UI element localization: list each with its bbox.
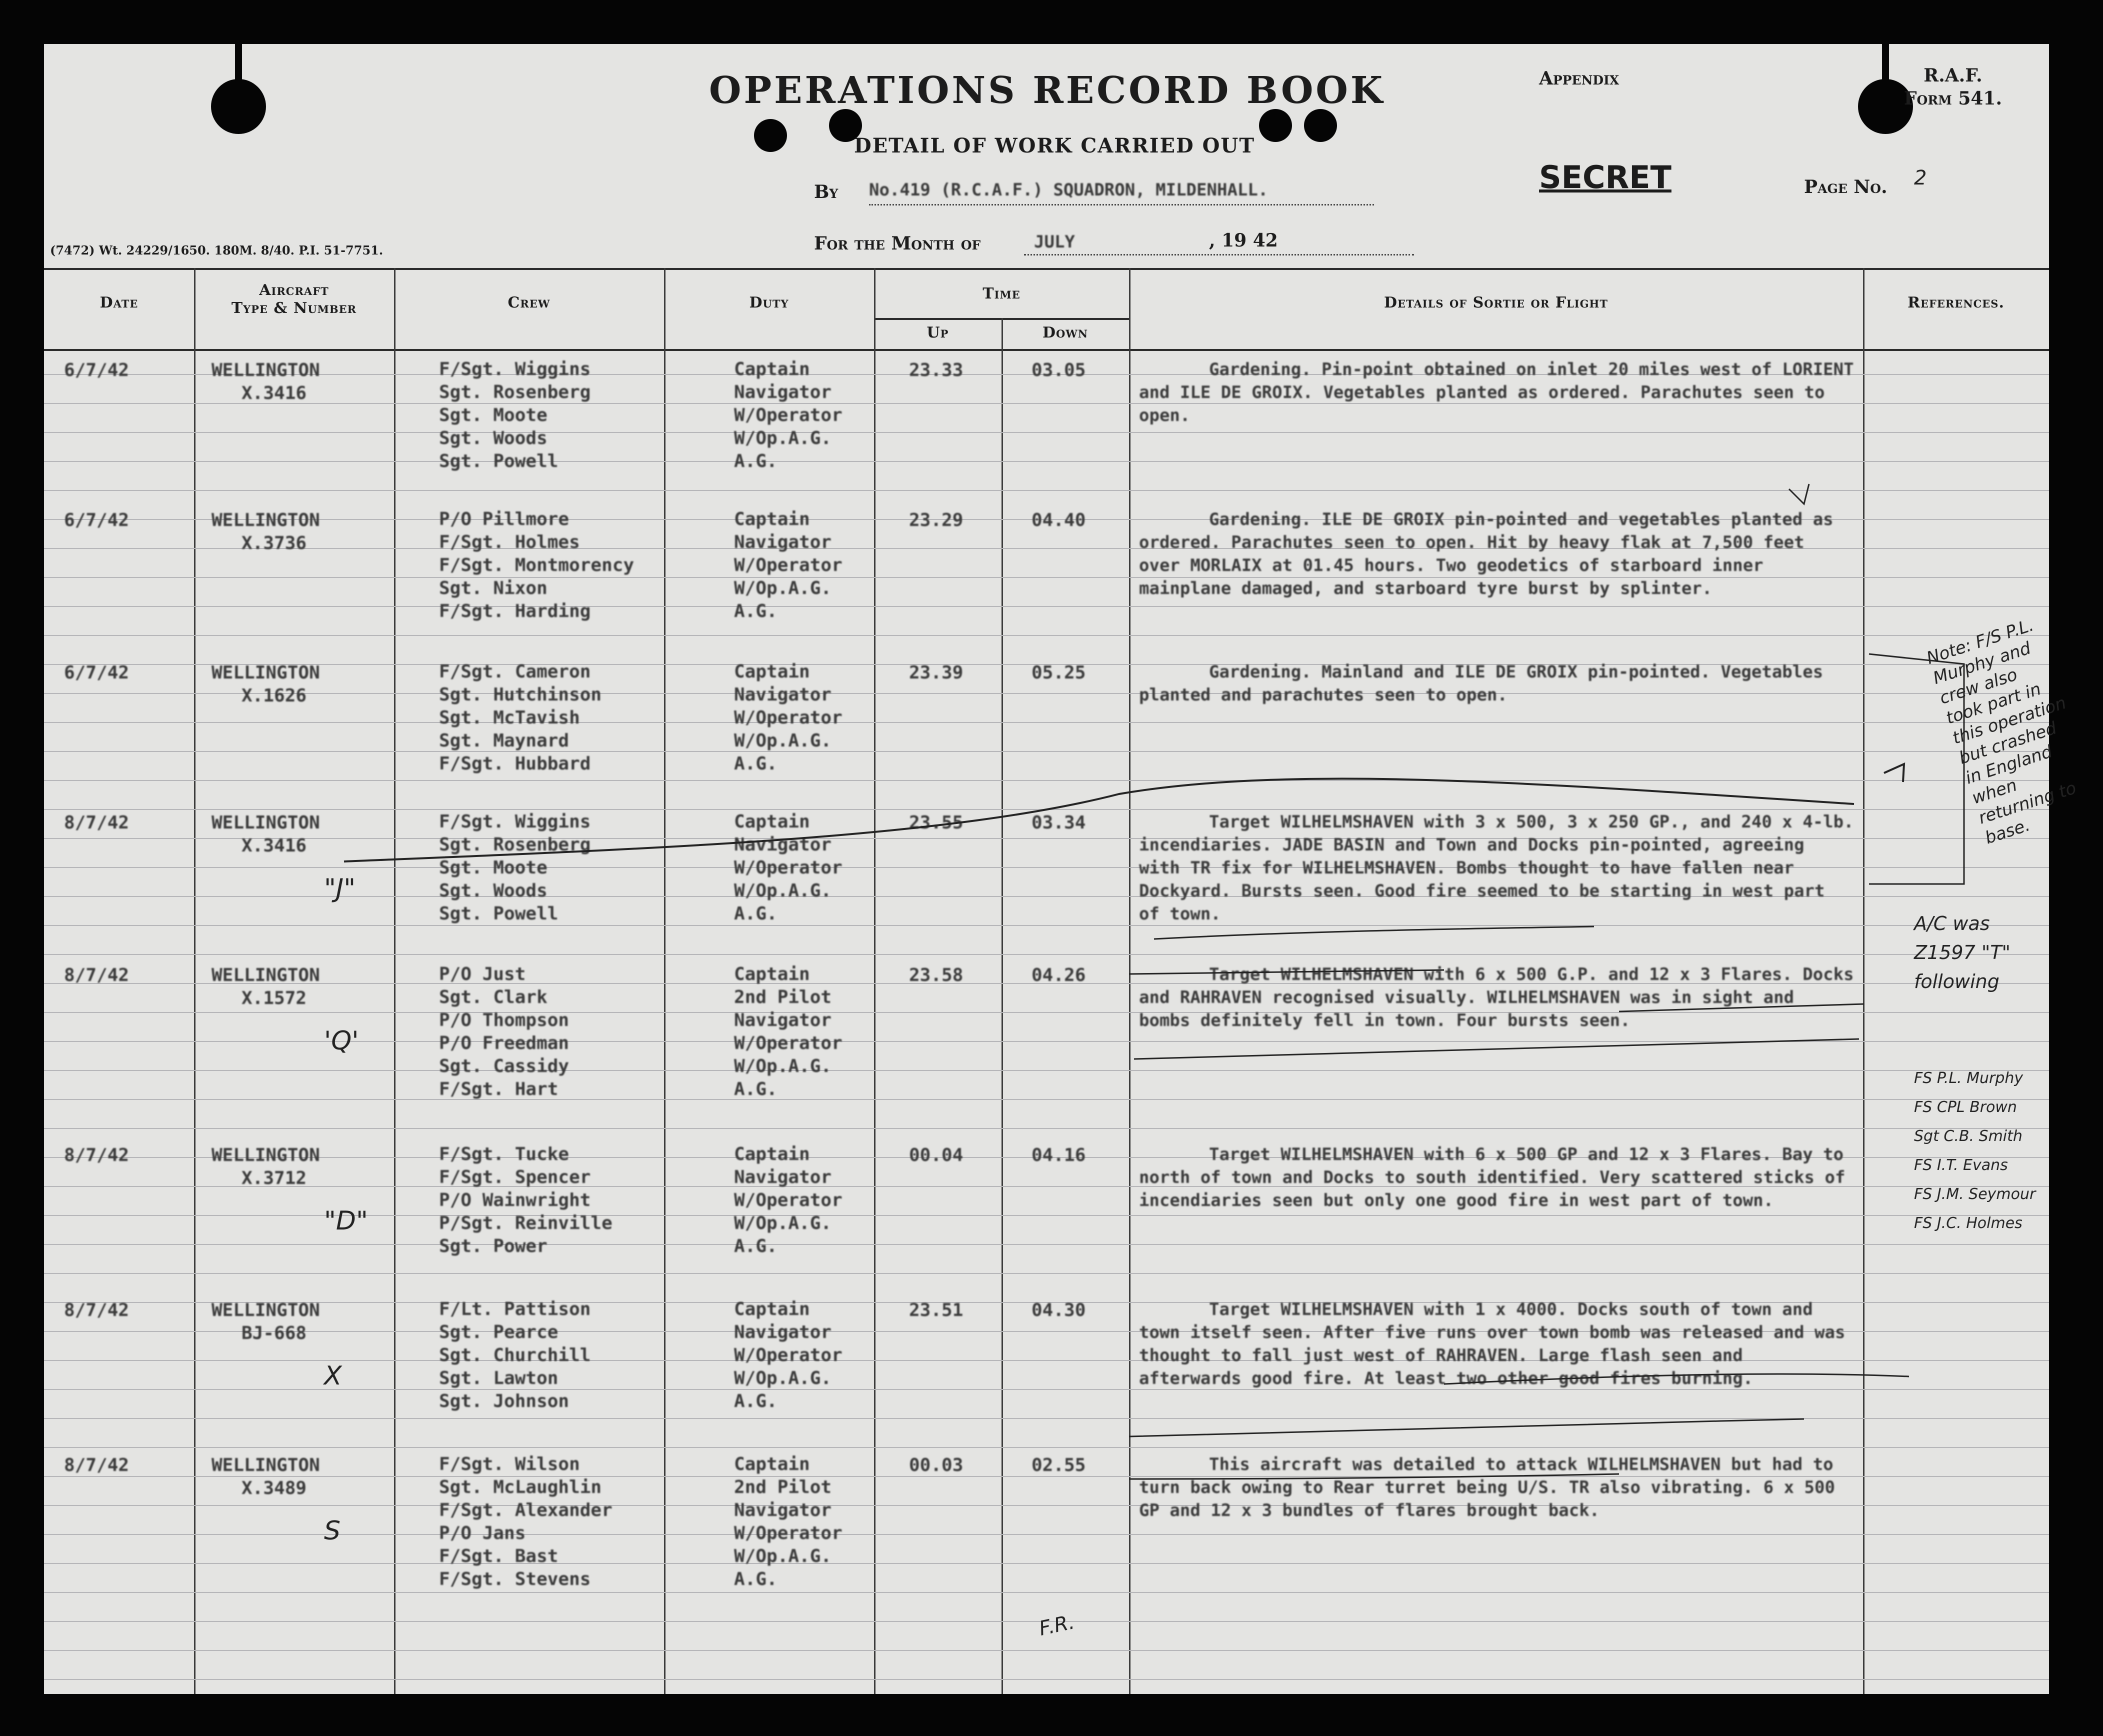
page-number: 2: [1914, 166, 1927, 190]
entry-aircraft-serial: BJ-668: [242, 1323, 307, 1344]
time-up: 23.33: [909, 360, 964, 380]
entry-date: 6/7/42: [64, 360, 130, 380]
time-down: 04.16: [1032, 1145, 1086, 1166]
crew-member: P/O Jans: [439, 1523, 526, 1544]
crew-member: P/O Wainwright: [439, 1190, 591, 1210]
entry-date: 6/7/42: [64, 510, 130, 530]
crew-member: Sgt. Powell: [439, 904, 558, 924]
crew-member: Sgt. Powell: [439, 451, 558, 472]
form-title: OPERATIONS RECORD BOOK: [709, 69, 1386, 112]
col-references: References.: [1908, 294, 2004, 312]
entry-aircraft-type: WELLINGTON: [212, 1145, 320, 1166]
month-label: For the Month of: [814, 233, 981, 254]
crew-duty: Captain: [734, 1144, 810, 1164]
crew-member: P/O Just: [439, 964, 526, 984]
crew-member: F/Sgt. Hubbard: [439, 754, 591, 774]
crew-duty: Navigator: [734, 1322, 832, 1342]
crew-duty: W/Op.A.G.: [734, 1213, 832, 1234]
crew-duty: A.G.: [734, 1079, 778, 1100]
print-code: (7472) Wt. 24229/1650. 180M. 8/40. P.I. 51-7751.: [50, 243, 384, 258]
entry-aircraft-type: WELLINGTON: [212, 510, 320, 530]
col-date: Date: [100, 294, 138, 312]
crew-member: F/Sgt. Stevens: [439, 1569, 591, 1590]
crew-member: Sgt. Pearce: [439, 1322, 558, 1342]
crew-member: Sgt. Churchill: [439, 1345, 591, 1366]
col-time: Time: [982, 285, 1020, 302]
crew-duty: Captain: [734, 964, 810, 984]
by-label: By: [814, 182, 838, 202]
squadron-name: No.419 (R.C.A.F.) SQUADRON, MILDENHALL.: [869, 180, 1268, 200]
crew-duty: W/Op.A.G.: [734, 880, 832, 901]
crew-member: P/O Pillmore: [439, 509, 570, 530]
crew-duty: W/Operator: [734, 708, 842, 728]
crew-member: F/Sgt. Montmorency: [439, 555, 634, 576]
crew-duty: W/Op.A.G.: [734, 428, 832, 448]
crew-member: F/Sgt. Hart: [439, 1079, 558, 1100]
crew-duty: W/Operator: [734, 1190, 842, 1210]
time-up: 23.39: [909, 662, 964, 683]
crew-duty: Navigator: [734, 1167, 832, 1188]
entry-aircraft-letter: "J": [324, 874, 356, 904]
entry-aircraft-serial: X.1572: [242, 988, 307, 1008]
crew-duty: Captain: [734, 359, 810, 380]
sortie-details: Gardening. Pin-point obtained on inlet 20 miles west of LORIENT and ILE DE GROIX. Vegetables planted as ordered. Parachutes seen to open.: [1139, 360, 1854, 426]
crew-member: Sgt. Maynard: [439, 730, 570, 751]
crew-duty: 2nd Pilot: [734, 1477, 832, 1498]
crew-duty: W/Operator: [734, 1345, 842, 1366]
secret-stamp: SECRET: [1539, 159, 1672, 196]
crew-duty: Navigator: [734, 1010, 832, 1030]
crew-member: P/O Freedman: [439, 1033, 570, 1054]
sortie-details: Target WILHELMSHAVEN with 6 x 500 G.P. and 12 x 3 Flares. Docks and RAHRAVEN recognised visually. WILHELMSHAVEN was in sight and bombs definitely fell in town. Four bursts seen.: [1139, 964, 1854, 1030]
crew-member: P/Sgt. Reinville: [439, 1213, 612, 1234]
entry-aircraft-serial: X.3489: [242, 1478, 307, 1498]
crew-duty: Navigator: [734, 684, 832, 705]
time-down: 03.34: [1032, 812, 1086, 833]
entry-aircraft-letter: X: [324, 1361, 342, 1391]
crew-duty: Navigator: [734, 532, 832, 552]
sortie-details: Gardening. ILE DE GROIX pin-pointed and vegetables planted as ordered. Parachutes seen to open. Hit by heavy flak at 7,500 feet over MORLAIX at 01.45 hours. Two geodetics of starboard inner mainplane damaged, and starboard tyre burst by splinter.: [1139, 510, 1834, 598]
crew-member: F/Sgt. Cameron: [439, 662, 591, 682]
time-up: 23.51: [909, 1300, 964, 1320]
crew-member: Sgt. Hutchinson: [439, 684, 602, 705]
crew-member: F/Sgt. Alexander: [439, 1500, 612, 1520]
crew-member: F/Sgt. Spencer: [439, 1167, 591, 1188]
year-value: , 19 42: [1209, 230, 1278, 251]
crew-member: F/Sgt. Holmes: [439, 532, 580, 552]
crew-member: Sgt. Woods: [439, 428, 548, 448]
entry-aircraft-type: WELLINGTON: [212, 812, 320, 833]
raf-label: R.A.F.: [1924, 65, 1982, 86]
crew-duty: Captain: [734, 812, 810, 832]
entry-aircraft-type: WELLINGTON: [212, 965, 320, 986]
crew-duty: W/Op.A.G.: [734, 1056, 832, 1076]
time-up: 23.29: [909, 510, 964, 530]
col-crew: Crew: [508, 294, 550, 312]
crew-member: F/Sgt. Wiggins: [439, 359, 591, 380]
crew-member: P/O Thompson: [439, 1010, 570, 1030]
time-up: 00.03: [909, 1455, 964, 1476]
sortie-details: Target WILHELMSHAVEN with 6 x 500 GP and 12 x 3 Flares. Bay to north of town and Docks to south identified. Very scattered sticks of incendiaries seen but only one good fire in west part of town.: [1139, 1144, 1846, 1210]
entry-date: 8/7/42: [64, 965, 130, 986]
crew-duty: A.G.: [734, 1569, 778, 1590]
crew-duty: A.G.: [734, 451, 778, 472]
sortie-details: Target WILHELMSHAVEN with 1 x 4000. Docks south of town and town itself seen. After five runs over town bomb was released and was thought to fall just west of RAHRAVEN. Large flash seen and afterwards good fire. At least two other good fires burning.: [1139, 1300, 1846, 1388]
col-aircraft: Aircraft Type & Number: [231, 282, 357, 317]
entry-date: 8/7/42: [64, 812, 130, 833]
reference-crew-list: FS P.L. Murphy FS CPL Brown Sgt C.B. Smith FS I.T. Evans FS J.M. Seymour FS J.C. Holmes: [1914, 1070, 2036, 1232]
crew-member: Sgt. Cassidy: [439, 1056, 570, 1076]
appendix-label: Appendix: [1539, 68, 1620, 89]
crew-duty: Captain: [734, 662, 810, 682]
time-up: 00.04: [909, 1145, 964, 1166]
crew-member: Sgt. Power: [439, 1236, 548, 1256]
crew-duty: Captain: [734, 1299, 810, 1320]
crew-duty: W/Operator: [734, 1033, 842, 1054]
initials-fr: F.R.: [1036, 1610, 1077, 1640]
crew-duty: Captain: [734, 1454, 810, 1474]
sortie-details: Target WILHELMSHAVEN with 3 x 500, 3 x 250 GP., and 240 x 4-lb. incendiaries. JADE BASIN and Town and Docks pin-pointed, agreeing with TR fix for WILHELMSHAVEN. Bombs thought to have fallen near Dockyard. Bursts seen. Good fire seemed to be starting in west part of town.: [1139, 812, 1854, 924]
crew-member: F/Sgt. Tucke: [439, 1144, 570, 1164]
crew-duty: W/Op.A.G.: [734, 1546, 832, 1566]
crew-member: F/Sgt. Wilson: [439, 1454, 580, 1474]
col-duty: Duty: [749, 294, 789, 312]
form-541-label: Form 541.: [1904, 88, 2002, 109]
crew-duty: Navigator: [734, 834, 832, 855]
time-down: 04.40: [1032, 510, 1086, 530]
entry-aircraft-serial: X.3712: [242, 1168, 307, 1188]
crew-member: Sgt. McTavish: [439, 708, 580, 728]
crew-duty: W/Op.A.G.: [734, 1368, 832, 1388]
entry-aircraft-letter: 'Q': [324, 1026, 359, 1056]
entry-date: 6/7/42: [64, 662, 130, 683]
time-down: 02.55: [1032, 1455, 1086, 1476]
time-up: 23.58: [909, 965, 964, 986]
entry-aircraft-type: WELLINGTON: [212, 662, 320, 683]
reference-note-murphy: Note: F/S P.L. Murphy and crew also took part in this operation but crashed in England when returning to base.: [1924, 615, 2079, 848]
crew-duty: W/Operator: [734, 858, 842, 878]
crew-duty: W/Op.A.G.: [734, 578, 832, 598]
col-time-down: Down: [1042, 324, 1088, 342]
crew-duty: 2nd Pilot: [734, 987, 832, 1008]
time-down: 04.26: [1032, 965, 1086, 986]
col-details: Details of Sortie or Flight: [1384, 294, 1608, 312]
handwritten-strike-line: [44, 44, 2049, 1694]
entry-aircraft-serial: X.3416: [242, 836, 307, 856]
crew-duty: Captain: [734, 509, 810, 530]
month-value: JULY: [1034, 232, 1075, 252]
crew-member: Sgt. Rosenberg: [439, 382, 591, 402]
crew-duty: A.G.: [734, 754, 778, 774]
reference-note-ac: A/C was Z1597 "T" following: [1914, 912, 2010, 992]
crew-member: F/Sgt. Wiggins: [439, 812, 591, 832]
entry-date: 8/7/42: [64, 1455, 130, 1476]
form-subtitle: DETAIL OF WORK CARRIED OUT: [854, 134, 1256, 158]
crew-duty: Navigator: [734, 1500, 832, 1520]
crew-member: Sgt. Moote: [439, 405, 548, 426]
crew-duty: A.G.: [734, 1236, 778, 1256]
entry-aircraft-type: WELLINGTON: [212, 1455, 320, 1476]
crew-duty: W/Operator: [734, 555, 842, 576]
crew-duty: W/Op.A.G.: [734, 730, 832, 751]
entry-aircraft-serial: X.1626: [242, 686, 307, 706]
form-page: [44, 44, 2079, 1694]
crew-member: F/Lt. Pattison: [439, 1299, 591, 1320]
page-no-label: Page No.: [1804, 176, 1888, 198]
entry-aircraft-serial: X.3736: [242, 533, 307, 554]
entry-aircraft-letter: S: [324, 1516, 341, 1546]
entry-aircraft-type: WELLINGTON: [212, 360, 320, 380]
crew-member: Sgt. Nixon: [439, 578, 548, 598]
entry-aircraft-letter: "D": [324, 1206, 368, 1236]
entry-date: 8/7/42: [64, 1300, 130, 1320]
crew-duty: Navigator: [734, 382, 832, 402]
crew-duty: W/Operator: [734, 1523, 842, 1544]
crew-member: F/Sgt. Harding: [439, 601, 591, 622]
time-down: 05.25: [1032, 662, 1086, 683]
crew-member: Sgt. McLaughlin: [439, 1477, 602, 1498]
entry-aircraft-serial: X.3416: [242, 383, 307, 404]
crew-member: Sgt. Clark: [439, 987, 548, 1008]
crew-member: Sgt. Woods: [439, 880, 548, 901]
time-up: 23.55: [909, 812, 964, 833]
crew-duty: A.G.: [734, 601, 778, 622]
crew-member: Sgt. Rosenberg: [439, 834, 591, 855]
crew-member: Sgt. Johnson: [439, 1391, 570, 1412]
time-down: 03.05: [1032, 360, 1086, 380]
sortie-details: Gardening. Mainland and ILE DE GROIX pin-pointed. Vegetables planted and parachutes seen to open.: [1139, 662, 1824, 705]
sortie-details: This aircraft was detailed to attack WILHELMSHAVEN but had to turn back owing to Rear turret being U/S. TR also vibrating. 6 x 500 GP and 12 x 3 bundles of flares brought back.: [1139, 1454, 1835, 1520]
crew-member: F/Sgt. Bast: [439, 1546, 558, 1566]
crew-member: Sgt. Lawton: [439, 1368, 558, 1388]
crew-duty: W/Operator: [734, 405, 842, 426]
crew-member: Sgt. Moote: [439, 858, 548, 878]
col-time-up: Up: [926, 324, 949, 342]
crew-duty: A.G.: [734, 904, 778, 924]
entry-aircraft-type: WELLINGTON: [212, 1300, 320, 1320]
time-down: 04.30: [1032, 1300, 1086, 1320]
crew-duty: A.G.: [734, 1391, 778, 1412]
entry-date: 8/7/42: [64, 1145, 130, 1166]
